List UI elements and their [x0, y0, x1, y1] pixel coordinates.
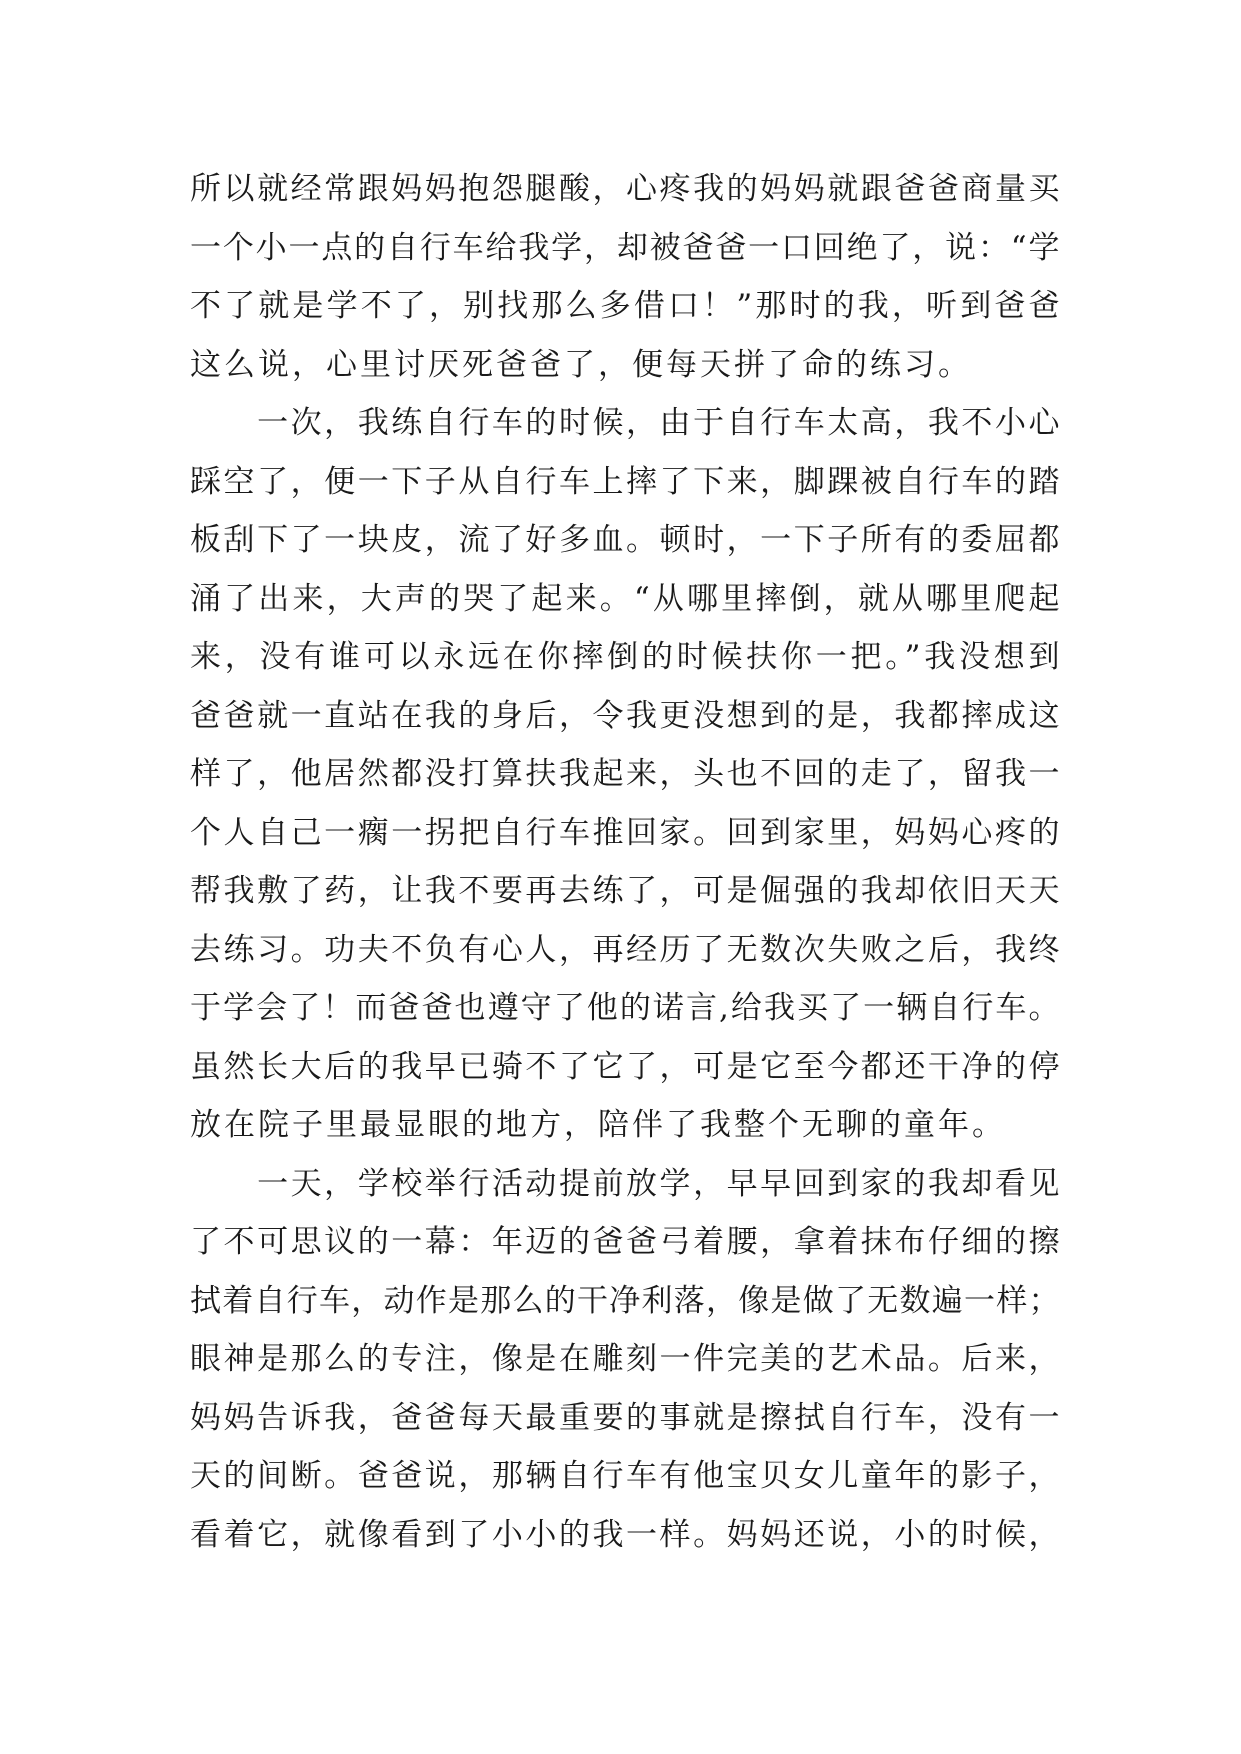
text-line: 妈妈告诉我，爸爸每天最重要的事就是擦拭自行车，没有一 [190, 1399, 1060, 1436]
text-line: 拭着自行车，动作是那么的干净利落，像是做了无数遍一样； [190, 1282, 1060, 1319]
text-line: 涌了出来，大声的哭了起来。“从哪里摔倒，就从哪里爬起 [190, 580, 1060, 617]
text-line: 来，没有谁可以永远在你摔倒的时候扶你一把。”我没想到 [190, 639, 1060, 675]
text-line: 样了，他居然都没打算扶我起来，头也不回的走了，留我一 [190, 756, 1060, 792]
text-line: 于学会了！而爸爸也遵守了他的诺言,给我买了一辆自行车。 [190, 990, 1060, 1026]
text-line: 虽然长大后的我早已骑不了它了，可是它至今都还干净的停 [190, 1048, 1060, 1085]
text-line: 看着它，就像看到了小小的我一样。妈妈还说，小的时候， [190, 1516, 1060, 1553]
text-line: 爸爸就一直站在我的身后，令我更没想到的是，我都摔成这 [190, 697, 1060, 734]
text-line: 去练习。功夫不负有心人，再经历了无数次失败之后，我终 [190, 931, 1060, 968]
text-line: 眼神是那么的专注，像是在雕刻一件完美的艺术品。后来， [190, 1341, 1060, 1377]
text-line: 一次，我练自行车的时候，由于自行车太高，我不小心 [190, 405, 1060, 441]
text-line: 踩空了，便一下子从自行车上摔了下来，脚踝被自行车的踏 [190, 463, 1060, 500]
text-line: 放在院子里最显眼的地方，陪伴了我整个无聊的童年。 [190, 1107, 1006, 1143]
text-line: 这么说，心里讨厌死爸爸了，便每天拼了命的练习。 [190, 346, 972, 383]
text-line: 板刮下了一块皮，流了好多血。顿时，一下子所有的委屈都 [190, 522, 1060, 558]
text-line: 帮我敷了药，让我不要再去练了，可是倔强的我却依旧天天 [190, 873, 1060, 909]
body-text [190, 160, 1060, 1564]
text-line: 不了就是学不了，别找那么多借口！”那时的我，听到爸爸 [190, 288, 1060, 324]
text-line: 所以就经常跟妈妈抱怨腿酸，心疼我的妈妈就跟爸爸商量买 [190, 171, 1060, 207]
text-line: 一天，学校举行活动提前放学，早早回到家的我却看见 [190, 1165, 1060, 1202]
text-line: 个人自己一瘸一拐把自行车推回家。回到家里，妈妈心疼的 [190, 814, 1060, 851]
text-line: 了不可思议的一幕：年迈的爸爸弓着腰，拿着抹布仔细的擦 [190, 1224, 1060, 1260]
text-line: 天的间断。爸爸说，那辆自行车有他宝贝女儿童年的影子， [190, 1458, 1060, 1494]
text-line: 一个小一点的自行车给我学，却被爸爸一口回绝了，说：“学 [190, 229, 1060, 266]
